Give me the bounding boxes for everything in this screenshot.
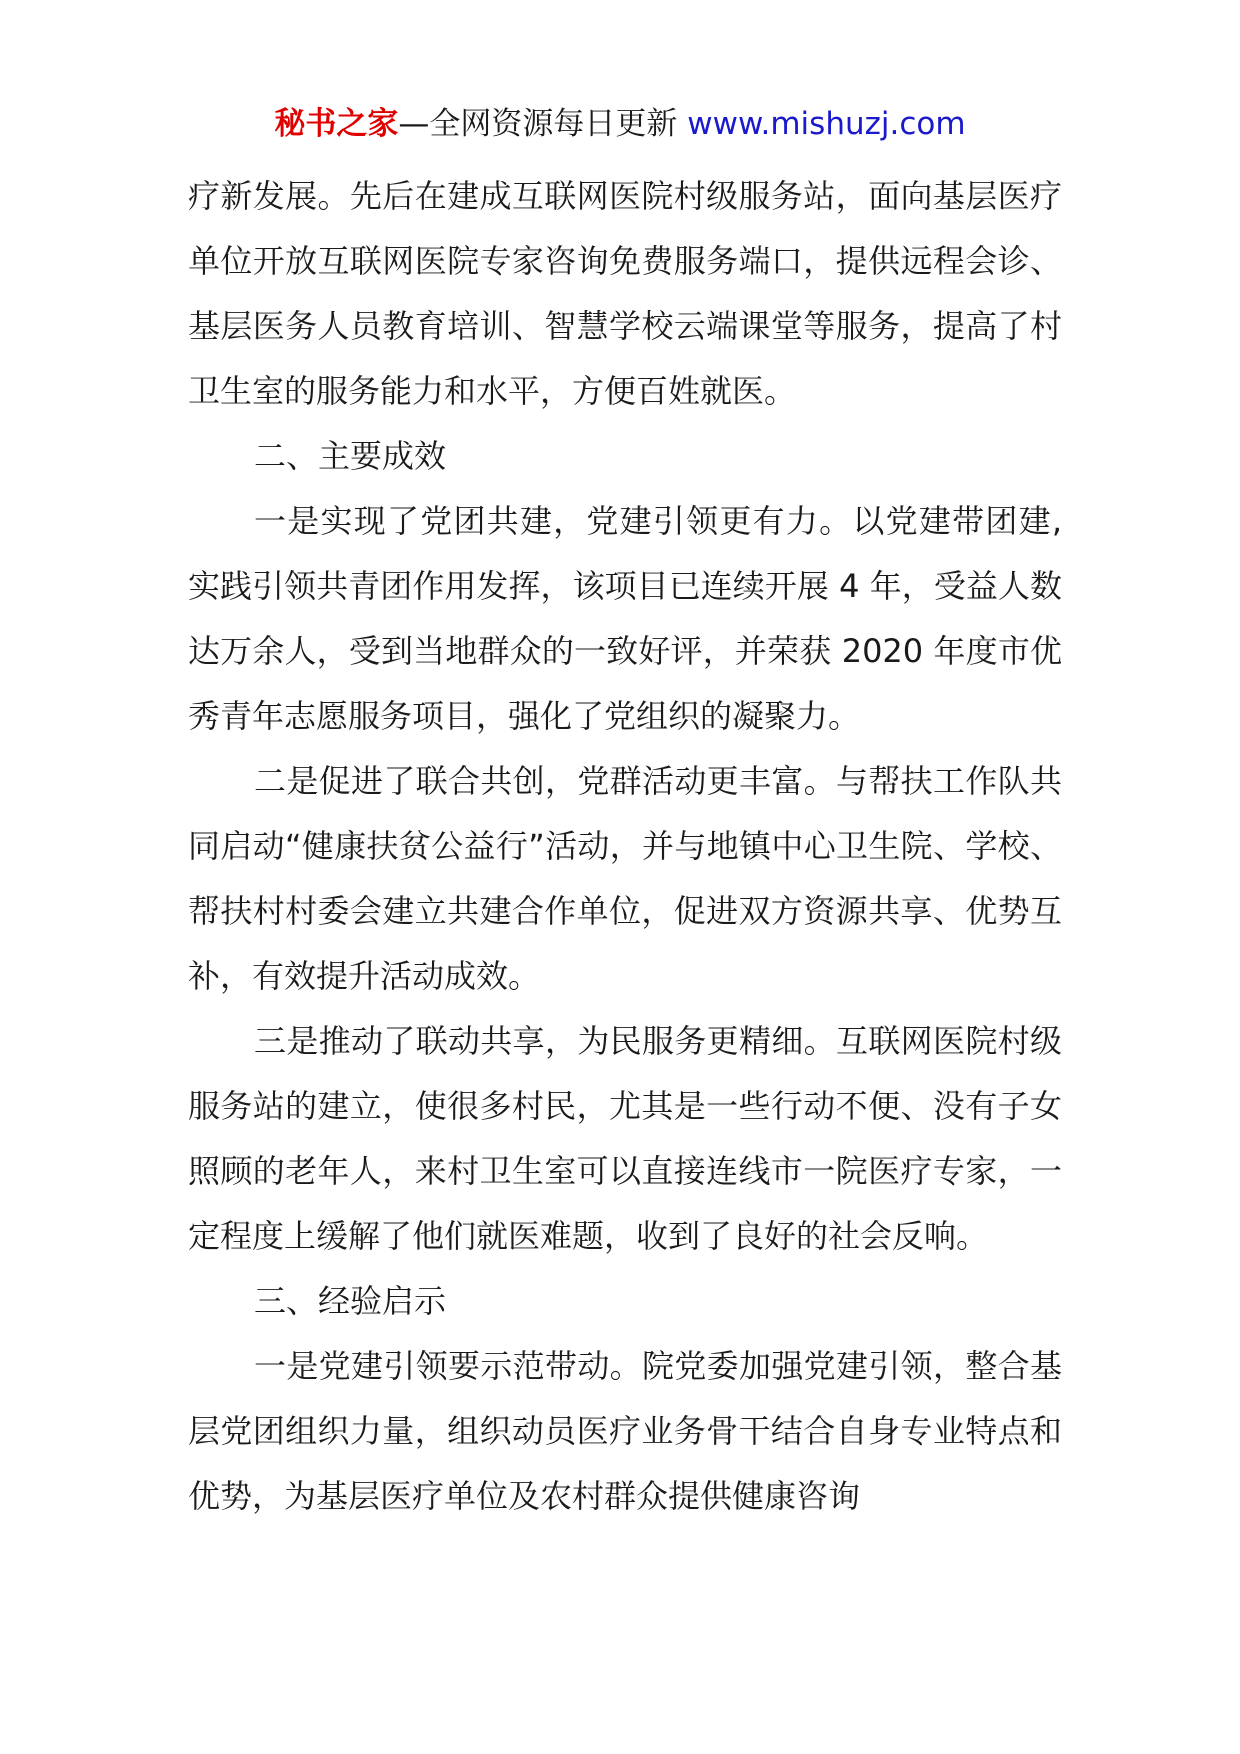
paragraph-linked-sharing: 三是推动了联动共享，为民服务更精细。互联网医院村级服务站的建立，使很多村民，尤其是一些行动不便、没有子女照顾的老年人，来村卫生室可以直接连线市一院医疗专家，一定程度上缓解了他们就医难题，收到了良好的社会反响。 [188,1022,1062,1255]
section-heading-main-results: 二、主要成效 [254,437,447,475]
site-url-link[interactable]: www.mishuzj.com [687,106,966,142]
document-body [188,164,1062,1529]
paragraph-party-leadership: 一是党建引领要示范带动。院党委加强党建引领，整合基层党团组织力量，组织动员医疗业务骨干结合自身专业特点和优势，为基层医疗单位及农村群众提供健康咨询 [188,1347,1062,1515]
brand-name: 秘书之家 [274,106,399,142]
section-heading-lessons: 三、经验启示 [254,1282,447,1320]
paragraph-continuation: 疗新发展。先后在建成互联网医院村级服务站，面向基层医疗单位开放互联网医院专家咨询免费服务端口，提供远程会诊、基层医务人员教育培训、智慧学校云端课堂等服务，提高了村卫生室的服务能力和水平，方便百姓就医。 [188,177,1062,410]
header-tagline: —全网资源每日更新 [398,106,678,142]
page-header [0,102,1240,146]
paragraph-joint-creation: 二是促进了联合共创，党群活动更丰富。与帮扶工作队共同启动“健康扶贫公益行”活动，并与地镇中心卫生院、学校、帮扶村村委会建立共建合作单位，促进双方资源共享、优势互补，有效提升活动成效。 [188,762,1062,995]
paragraph-party-league-building: 一是实现了党团共建，党建引领更有力。以党建带团建,实践引领共青团作用发挥，该项目已连续开展 4 年，受益人数达万余人，受到当地群众的一致好评，并荣获 2020 年度市优秀青年志愿服务项目，强化了党组织的凝聚力。 [188,502,1062,735]
